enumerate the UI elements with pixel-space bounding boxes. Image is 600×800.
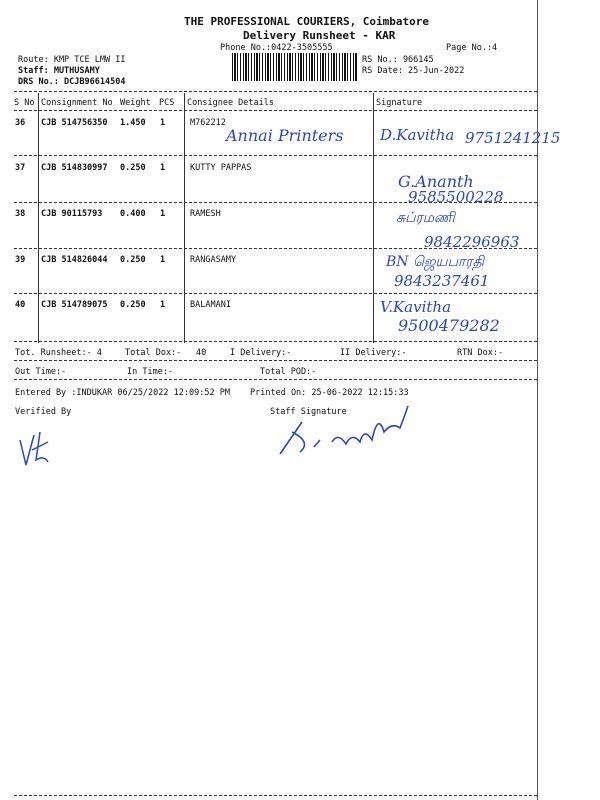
signature-phone: 9751241215 bbox=[465, 129, 561, 147]
company-name: THE PROFESSIONAL COURIERS, Coimbatore bbox=[184, 15, 430, 28]
signature-phone: 9585500228 bbox=[408, 188, 504, 206]
staff-signature bbox=[272, 402, 412, 464]
out-time: Out Time:- bbox=[15, 367, 67, 377]
total-runsheet: Tot. Runsheet:- 4 bbox=[15, 348, 102, 358]
signature-phone: 9843237461 bbox=[394, 272, 490, 290]
row-consignee: RAMESH bbox=[190, 209, 221, 219]
printed-on: Printed On: 25-06-2022 12:15:33 bbox=[250, 388, 409, 398]
row-consignment: CJB 90115793 bbox=[41, 209, 103, 219]
page-number: Page No.:4 bbox=[446, 43, 498, 53]
row-consignment: CJB 514789075 bbox=[41, 300, 108, 310]
col-pcs: PCS bbox=[159, 98, 175, 108]
row-weight: 1.450 bbox=[120, 118, 146, 128]
row-weight: 0.400 bbox=[120, 209, 146, 219]
total-dox-label: Total Dox:- bbox=[125, 348, 182, 358]
col-signature: Signature bbox=[376, 98, 423, 108]
divider bbox=[14, 110, 537, 111]
row-consignment: CJB 514756350 bbox=[41, 118, 108, 128]
row-divider bbox=[14, 341, 537, 342]
total-pod: Total POD:- bbox=[260, 367, 317, 377]
column-separator bbox=[184, 93, 185, 343]
signature-phone: 9500479282 bbox=[398, 316, 500, 335]
row-consignee: KUTTY PAPPAS bbox=[190, 163, 252, 173]
row-sno: 38 bbox=[15, 209, 26, 219]
col-sno: S No bbox=[14, 98, 35, 108]
row-pcs: 1 bbox=[160, 255, 166, 265]
signature-name: G.Ananth bbox=[398, 172, 474, 191]
verifier-signature bbox=[14, 420, 54, 470]
runsheet-title: Delivery Runsheet - KAR bbox=[243, 29, 396, 42]
row-consignment: CJB 514826044 bbox=[41, 255, 108, 265]
row-pcs: 1 bbox=[160, 163, 166, 173]
divider bbox=[14, 379, 537, 380]
page-edge bbox=[537, 0, 538, 800]
phone-number: Phone No.:0422-3505555 bbox=[220, 43, 333, 53]
col-weight: Weight bbox=[120, 98, 151, 108]
row-divider bbox=[14, 293, 537, 294]
signature-name: சுப்ரமணி bbox=[396, 210, 455, 226]
row-sno: 37 bbox=[15, 163, 26, 173]
signature-phone: 9842296963 bbox=[424, 233, 520, 251]
second-delivery: II Delivery:- bbox=[340, 348, 407, 358]
row-weight: 0.250 bbox=[120, 163, 146, 173]
row-pcs: 1 bbox=[160, 118, 166, 128]
first-delivery: I Delivery:- bbox=[230, 348, 292, 358]
rs-number: RS No.: 966145 bbox=[362, 55, 434, 65]
row-sno: 36 bbox=[15, 118, 26, 128]
rtn-dox: RTN Dox:- bbox=[457, 348, 504, 358]
row-weight: 0.250 bbox=[120, 300, 146, 310]
rs-date: RS Date: 25-Jun-2022 bbox=[362, 66, 465, 76]
signature-name: BN ஜெயபாரதி bbox=[386, 254, 484, 270]
row-weight: 0.250 bbox=[120, 255, 146, 265]
barcode bbox=[232, 53, 357, 81]
consignee-handwriting: Annai Printers bbox=[226, 126, 344, 145]
column-separator bbox=[373, 93, 374, 343]
route: Route: KMP TCE LMW II bbox=[18, 55, 126, 65]
column-separator bbox=[38, 93, 39, 343]
row-consignee: RANGASAMY bbox=[190, 255, 237, 265]
staff-signature-label: Staff Signature bbox=[270, 407, 347, 417]
col-consignment: Consignment No bbox=[41, 98, 113, 108]
divider bbox=[14, 91, 537, 92]
signature-name: D.Kavitha bbox=[380, 126, 455, 144]
row-sno: 39 bbox=[15, 255, 26, 265]
bottom-divider bbox=[14, 795, 537, 796]
signature-name: V.Kavitha bbox=[380, 298, 452, 316]
row-pcs: 1 bbox=[160, 209, 166, 219]
verified-by-label: Verified By bbox=[15, 407, 72, 417]
row-consignee: M762212 bbox=[190, 118, 226, 128]
row-divider bbox=[14, 248, 537, 249]
row-consignee: BALAMANI bbox=[190, 300, 231, 310]
drs-number: DRS No.: DCJB96614504 bbox=[18, 77, 126, 87]
total-dox-value: 40 bbox=[196, 348, 207, 358]
row-sno: 40 bbox=[15, 300, 26, 310]
col-consignee: Consignee Details bbox=[187, 98, 274, 108]
row-pcs: 1 bbox=[160, 300, 166, 310]
row-consignment: CJB 514830997 bbox=[41, 163, 108, 173]
entered-by: Entered By :INDUKAR 06/25/2022 12:09:52 PM bbox=[15, 388, 230, 398]
staff-name: Staff: MUTHUSAMY bbox=[18, 66, 100, 76]
divider bbox=[14, 360, 537, 361]
row-divider bbox=[14, 202, 537, 203]
in-time: In Time:- bbox=[127, 367, 174, 377]
row-divider bbox=[14, 155, 537, 156]
